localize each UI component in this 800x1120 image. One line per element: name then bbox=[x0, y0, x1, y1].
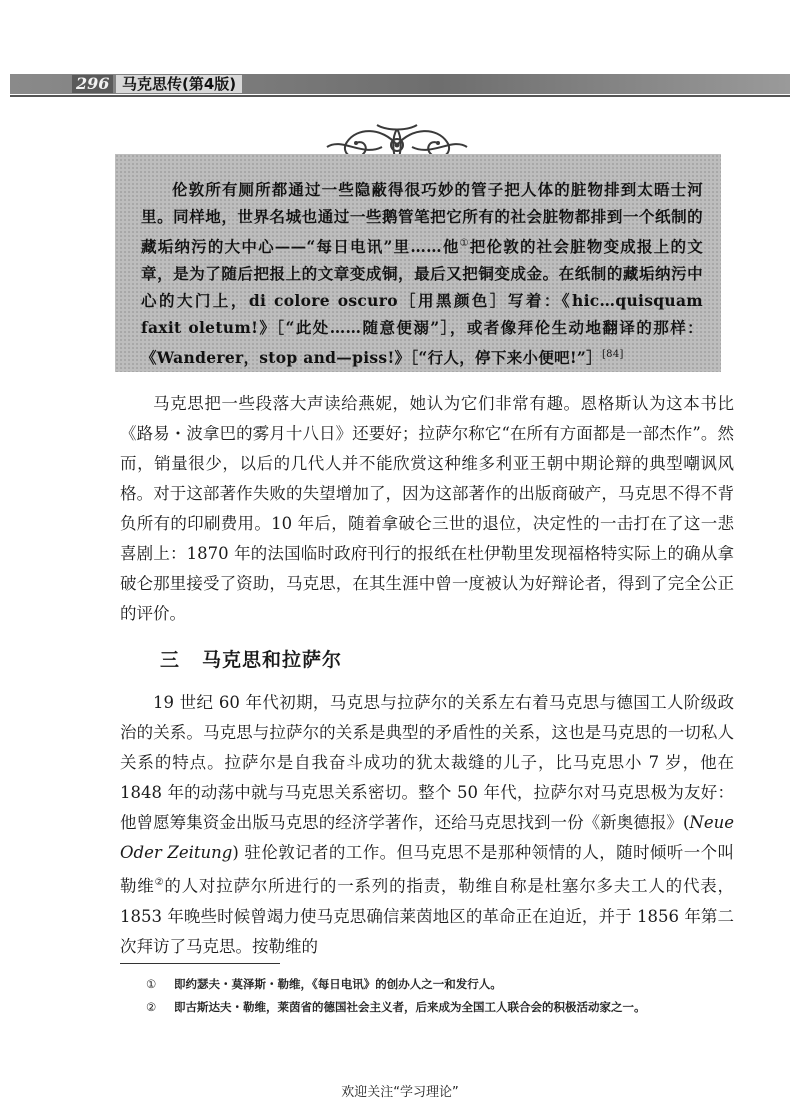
paragraph-1: 马克思把一些段落大声读给燕妮，她认为它们非常有趣。恩格斯认为这本书比《路易・波拿巴的雾月十八日》还要好；拉萨尔称它“在所有方面都是一部杰作”。然而，销量很少，以后的几代人并不能欣赏这种维多利亚王朝中期论辩的典型嘲讽风格。对于这部著作失败的失望增加了，因为这部著作的出版商破产，马克思不得不背负所有的印刷费用。10 年后，随着拿破仑三世的退位，决定性的一击打在了这一悲喜剧上：1870 年的法国临时政府刊行的报纸在杜伊勒里发现福格特实际上的确从拿破仑那里接受了资助，马克思，在其生涯中曾一度被认为好辩论者，得到了完全公正的评价。 bbox=[120, 394, 734, 623]
page-number: 296 bbox=[72, 75, 113, 93]
section-number: 三 bbox=[160, 649, 181, 671]
citation-ref: [84] bbox=[601, 349, 624, 361]
quote-line-2: 把伦敦的社会脏物变成报上的文章，是为了随后把报上的文章变成铜，最后又把铜变成金。在纸制的藏垢纳污中心的大门上，di colore oscuro［用黑颜色］写着：《hic…quisquam faxit oletum!》［“此处……随意便溺”］，或者像拜伦生动地翻译的那样：《Wanderer，stop and—piss!》［“行人，停下来小便吧!”］ bbox=[141, 237, 704, 368]
paragraph-2-part-2: ) 驻伦敦记者的工作。但马克思不是那种领情的人，随时倾听一个叫勒维 bbox=[120, 843, 734, 896]
footnote-divider bbox=[120, 963, 280, 964]
footnote-1 bbox=[146, 976, 746, 992]
footnote-1-mark: ① bbox=[146, 977, 157, 991]
section-title: 马克思和拉萨尔 bbox=[202, 649, 343, 671]
footer-note: 欢迎关注“学习理论” bbox=[341, 1085, 459, 1100]
footnote-1-text: 即约瑟夫・莫泽斯・勒维，《每日电讯》的创办人之一和发行人。 bbox=[174, 977, 502, 991]
footnote-2-mark: ② bbox=[146, 1000, 157, 1014]
footnote-2 bbox=[146, 999, 746, 1015]
paragraph-2-part-3: 的人对拉萨尔所进行的一系列的指责，勒维自称是杜塞尔多夫工人的代表，1853 年晚些时候曾竭力使马克思确信莱茵地区的革命正在迫近，并于 1856 年第二次拜访了马克思。按勒维的 bbox=[120, 876, 735, 956]
quote-text bbox=[141, 176, 703, 371]
footnote-ref-1: ① bbox=[459, 238, 470, 249]
footnote-2-text: 即古斯达夫・勒维，莱茵省的德国社会主义者，后来成为全国工人联合会的积极活动家之一。 bbox=[174, 1000, 646, 1014]
block-quote bbox=[115, 154, 721, 372]
paragraph-2 bbox=[120, 688, 734, 962]
running-title: 马克思传(第4版) bbox=[116, 75, 242, 93]
quote-line-1: 伦敦所有厕所都通过一些隐蔽得很巧妙的管子把人体的脏物排到太晤士河里。同样地，世界名城也通过一些鹅管笔把它所有的社会脏物都排到一个纸制的藏垢纳污的大中心——“每日电讯”里……他 bbox=[141, 180, 703, 257]
section-heading bbox=[160, 645, 342, 672]
newspaper-name-italic: Neue Oder Zeitung bbox=[120, 813, 734, 862]
footnote-ref-2: ② bbox=[154, 877, 165, 888]
paragraph-2-part-1: 19 世纪 60 年代初期，马克思与拉萨尔的关系左右着马克思与德国工人阶级政治的关系。马克思与拉萨尔的关系是典型的矛盾性的关系，这也是马克思的一切私人关系的特点。拉萨尔是自我奋斗成功的犹太裁缝的儿子，比马克思小 7 岁，他在 1848 年的动荡中就与马克思关系密切。整个 50 年代，拉萨尔对马克思极为友好：他曾愿筹集资金出版马克思的经济学著作，还给马克思找到一份《新奥德报》( bbox=[120, 693, 734, 832]
